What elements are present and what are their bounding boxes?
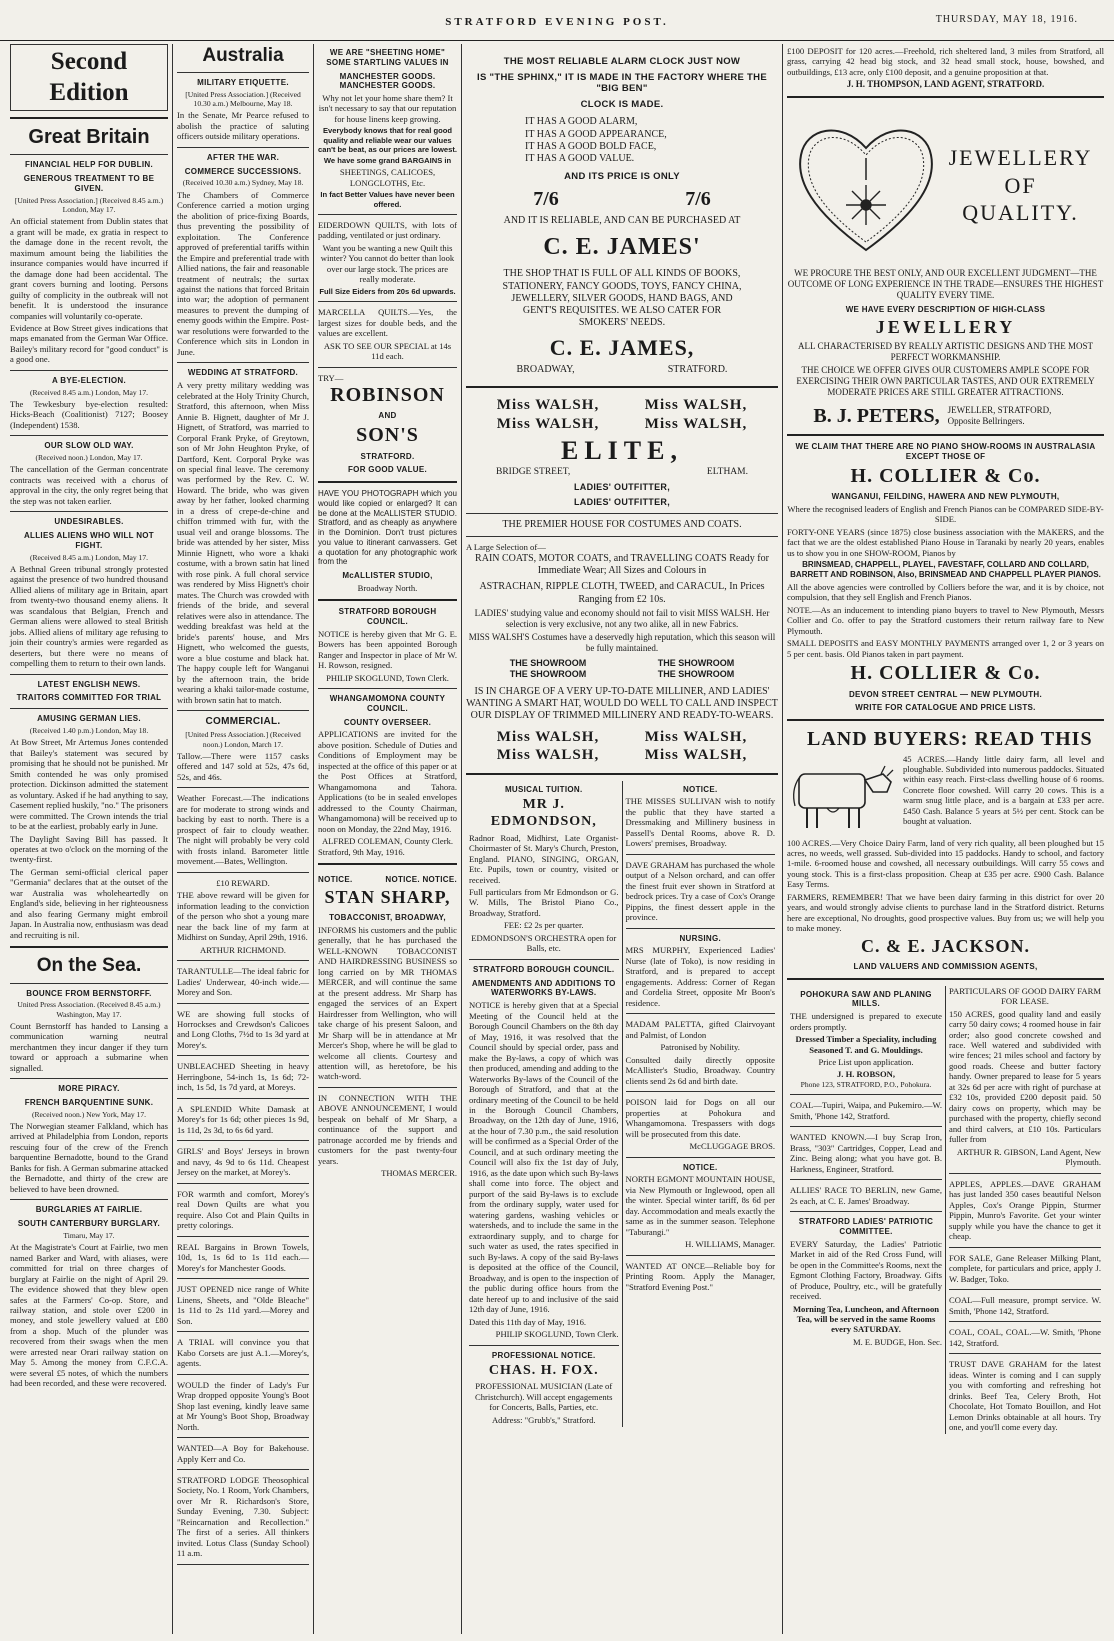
notice-heading: £10 REWARD. — [216, 877, 270, 888]
newspaper-title: STRATFORD EVENING POST. — [445, 16, 669, 28]
showroom-label: THE SHOWROOM — [657, 657, 735, 668]
article-text: The Chambers of Commerce Conference carried a motion urging the abolition of price-fixing Boards, thus preventing the possibility of exploitation. The Conference approved of preferential tariffs within the Empire and preferential trade with Allied nations, the fair and reasonable treatment of neutrals; the surtax against the nations that forced Britain into war; the adoption of permanent measures to prevent the dumping of enemy goods within the Empire. Post-war resolutions were forwarded to the Conference which sits in London in June. — [177, 189, 309, 357]
robinson-heading: SON'S — [356, 424, 419, 447]
dateline: (Received 1.40 p.m.) London, May 18. — [29, 725, 149, 735]
dateline: Timaru, May 17. — [63, 1230, 115, 1240]
subheadline: SOUTH CANTERBURY BURGLARY. — [17, 1219, 161, 1229]
ad-text: Broadway North. — [357, 582, 418, 593]
ad-subheadline: LADIES' OUTFITTER, — [573, 497, 671, 508]
walsh-name: Miss WALSH, — [496, 729, 600, 746]
notice-heading: PARTICULARS OF GOOD DAIRY FARM FOR LEASE. — [949, 985, 1101, 1007]
classified-ads — [177, 966, 309, 1565]
dateline: [United Press Association.] (Received 8.45 a.m.) London, May 17. — [14, 195, 164, 214]
headline: AFTER THE WAR. — [206, 152, 280, 162]
column-5 — [783, 44, 1108, 1634]
headline: BURGLARIES AT FAIRLIE. — [35, 1205, 143, 1215]
classified-ad: FOR warmth and comfort, Morey's real Down Quilts are what you require. Also Cot and Plain Quilts in pretty colorings. — [177, 1188, 309, 1231]
column-4 — [462, 44, 783, 1634]
ad-headline: AND ITS PRICE IS ONLY — [564, 171, 680, 183]
ad-subheadline: DEVON STREET CENTRAL — NEW PLYMOUTH. — [848, 689, 1043, 699]
ad-text: EVERY Saturday, the Ladies' Patriotic Market in aid of the Red Cross Fund, will be open in the Committee's Rooms, next the Egmont Clothing Factory, Broadway. Gifts of Produce, Poultry, etc., will be gratefully received. — [790, 1238, 942, 1302]
article-text: In the Senate, Mr Pearce refused to abolish the practice of saluting officers outside military operations. — [177, 110, 309, 142]
article-text: A very pretty military wedding was celebrated at the Holy Trinity Church, Stratford, this afternoon, when Miss Annie B. Hignett, daughter of Mr J. Hignett, of Stratford, was married to Corporal Frank Pryke, of Greytown, son of Mr John Heughton Pryke, of Dartford, Kent. Corporal Pryke was on special final leave. The ceremony was performed by the Rev. C. W. Howard. The bride, who was given away by her father, looked charming in a dress of crepe-de-chine and chiffon trimmed with fur, with the usual veil and orange blossoms. The bride was attended by her sister, Miss Minnie Hignett, who wore a khaki costume, with a brown satin hat lined with rose pink. A full choral service was rendered by Miss Hignett's choir mates. The Church was crowded with friends of the bride, and several relatives were also in attendance. The wedding breakfast was held at the bride's parents' house, and Mrs Hignett, who welcomed the guests, wore a blue costume and black hat. The happy couple left for Wanganui by the afternoon train, the bride wearing a khaki tailor-made costume, with brown satin hat to match. — [177, 380, 309, 705]
notice-text: NOTICE is hereby given that at a Special Meeting of the Council held at the Borough Council Chambers on the 8th day of May, 1916, it was resolved that the Council should by special order, pass and make the By-laws, a copy of which was then produced, amending and adding to the Waterworks By-laws of the Council of the Borough of Stratford, and that at the ordinary meeting of the Council to be held in the Borough Council Chambers, Broadway, on the 12th day of June, 1916, at the hour of 7.30 p.m., the said resolution will be confirmed as a Special Order of the Council, and at such ordinary meeting the Council will also fix the 1st day of July, 1916, as the date upon which such By-laws shall come into force. The object and purport of the said By-laws is to exclude from the ordinary supply, water used for watering gardens, washing vehicles or watersheds, and to include the same in the extraordinary supply, and to charge for such water as used, the rates specified in such By-laws. A copy of the said By-laws is deposited at the office of the Council, Broadway, and is open to the inspection of the public during office hours from the date hereof up to and inclusive of the said 12th day of June, 1916. — [469, 1000, 619, 1315]
notice-text: NOTICE is hereby given that Mr G. E. Bowers has been appointed Borough Ranger and Inspector in place of Mr W. H. Rowson, resigned. — [318, 628, 457, 671]
ad-text: BRIDGE STREET, — [496, 466, 571, 477]
column-3 — [314, 44, 462, 1634]
classified-ad: JUST OPENED nice range of White Linens, Sheets, and "Olde Bleache" 1s 11d to 2s 11d yard.—Morey and Son. — [177, 1284, 309, 1326]
notice-text: WANTED AT ONCE—Reliable boy for Printing Room. Apply the Manager, "Stratford Evening Post." — [625, 1260, 775, 1292]
headline: OUR SLOW OLD WAY. — [44, 441, 134, 451]
price-right: 7/6 — [685, 187, 711, 210]
ad-subheadline: LADIES' OUTFITTER, — [573, 482, 671, 493]
notice-heading: STRATFORD LADIES' PATRIOTIC COMMITTEE. — [798, 1217, 934, 1236]
dateline: (Received 10.30 a.m.) Sydney, May 18. — [182, 178, 304, 188]
notice-heading: STRATFORD BOROUGH COUNCIL. — [338, 607, 437, 626]
article-text: The German semi-official clerical paper "Germania" declares that at the outset of the war Australia was wholeheartedly on England's side, believing in her righteousness and also fearing Germany might embroil Japan. In Australia now, enthusiasm was dead and recruiting is nil. — [10, 866, 168, 940]
ad-text: JEWELLER, STRATFORD, Opposite Bellringers. — [947, 405, 1052, 427]
subheadline: COMMERCE SUCCESSIONS. — [184, 166, 302, 176]
notice-heading: NOTICE. NOTICE. — [385, 875, 457, 885]
ad-text: 100 ACRES.—Very Choice Dairy Farm, land of very rich quality, all been ploughed but 15 acres, no weeds, well grassed. Sub-divided into 15 paddocks. Handy to school, and factory 1-mile. 6-roomed house and cowshed, all necessary outbuildings. Will carry 55 cows and young stock. This is a first-class proposition. Cheap at £35 per acre. £900 Cash. Balance Easy Terms. — [787, 837, 1104, 890]
notice-text: MADAM PALETTA, gifted Clairvoyant and Palmist, of London — [625, 1019, 775, 1040]
dateline: [United Press Association.] (Received noon.) London, March 17. — [185, 730, 301, 749]
notice-signature: ALFRED COLEMAN, County Clerk. — [321, 836, 454, 847]
edition-banner: Second Edition — [10, 44, 168, 111]
stan-sharp-heading: STAN SHARP, — [324, 886, 451, 907]
article-text: The Tewkesbury bye-election resulted: Hicks-Beach (Coalitionist) 7127; Boosey (Independent) 1538. — [10, 398, 168, 430]
article-text: The cancellation of the German concentrate contracts was received with a chorus of approval in the city, the only regret being that the step was not taken earlier. — [10, 464, 168, 506]
ad-text: THE undersigned is prepared to execute orders promptly. — [790, 1011, 942, 1032]
ad-headline: WE ARE "SHEETING HOME" SOME STARTLING VALUES IN — [326, 48, 449, 67]
ad-text: MISS WALSH'S Costumes have a deservedly high reputation, which this season will be fully maintained. — [468, 631, 776, 653]
ad-text: In fact Better Values have never been offered. — [320, 190, 455, 209]
notice-heading: STRATFORD BOROUGH COUNCIL. — [473, 964, 615, 974]
ad-subheadline: WANGANUI, FEILDING, HAWERA AND NEW PLYMOUTH, — [831, 492, 1060, 502]
walsh-name: Miss WALSH, — [644, 415, 748, 432]
ad-text: Phone 123, STRATFORD, P.O., Pohokura. — [800, 1079, 932, 1089]
jackson-heading: C. & E. JACKSON. — [860, 935, 1030, 956]
dateline: [United Press Association.] (Received 10.30 a.m.) Melbourne, May 18. — [185, 89, 301, 109]
ad-headline: CLOCK IS MADE. — [580, 98, 664, 110]
notice-text: EDMONDSON'S ORCHESTRA open for Balls, etc. — [471, 932, 617, 954]
jewellery-heading: QUALITY. — [962, 200, 1079, 226]
walsh-banner — [466, 394, 778, 435]
notice-text: FEE: £2 2s per quarter. — [504, 920, 584, 931]
ad-text: WANTED KNOWN.—I buy Scrap Iron, Brass, "303" Cartridges, Copper, Lead and Zinc. Being along; what you have got. B. Harkness, Engineer, Stratford. — [790, 1132, 942, 1174]
notice-text: Address: "Grubb's," Stratford. — [491, 1414, 596, 1425]
ad-subheadline: WRITE FOR CATALOGUE AND PRICE LISTS. — [855, 703, 1036, 713]
cow-icon — [787, 756, 897, 836]
walsh-banner — [466, 726, 778, 767]
ads-left — [787, 986, 945, 1435]
notice-heading: PROFESSIONAL NOTICE. — [491, 1350, 596, 1360]
ad-text: Why not let your home share them? It isn't necessary to say that our reputation for house linens keep growing. — [318, 93, 457, 124]
ad-heading: MR J. EDMONDSON, — [490, 797, 597, 830]
walsh-name: Miss WALSH, — [644, 729, 748, 746]
showroom-label: THE SHOWROOM — [509, 657, 587, 668]
notice-heading: NURSING. — [679, 933, 721, 943]
ad-signature: J. H. ROBSON, — [836, 1069, 896, 1080]
ad-text: IN CONNECTION WITH THE ABOVE ANNOUNCEMENT, I would bespeak on behalf of Mr Sharp, a continuance of the support and patronage accorded me by friends and customers for the past twenty-four years. — [318, 1092, 457, 1166]
notice-text: Radnor Road, Midhirst, Late Organist-Choirmaster of St. Mary's Church, Preston, England. PIANO, SINGING, ORGAN, Etc. Pupils, town or country, visited or received. — [469, 832, 619, 885]
classified-ad: TARANTULLE—The ideal fabric for Ladies' Underwear, 40-inch wide.—Morey and Son. — [177, 966, 309, 998]
classified-ad: A SPLENDID White Damask at Morey's for 1s 6d; other pieces 1s 9d, 1s 11d, 2s 3d, to 6s 6d yard. — [177, 1103, 309, 1135]
ad-text: WE PROCURE THE BEST ONLY, AND OUR EXCELLENT JUDGMENT—THE OUTCOME OF LONG EXPERIENCE IN THE TRADE—ENSURES THE HIGHEST QUALITY EVERY TIME. — [787, 268, 1104, 301]
jewellery-heading: OF — [1004, 172, 1037, 198]
ad-text: HAVE YOU PHOTOGRAPH which you would like copied or enlarged? It can be done at the McALLISTER STUDIO. Stratford, and as cheaply as anywhere in the Dominion. Don't trust pictures you value to itinerant canvassers. Get a quotation for any photographic work from the — [318, 489, 457, 567]
dateline: (Received noon.) London, May 17. — [35, 453, 143, 463]
headline: FINANCIAL HELP FOR DUBLIN. — [25, 160, 153, 170]
notice-heading: POHOKURA SAW AND PLANING MILLS. — [800, 989, 932, 1009]
notice-text: THE MISSES SULLIVAN wish to notify the public that they have started a Dressmaking and Millinery business in Passell's Dental Rooms, above R. D. Lowers' premises, Broadway. — [625, 796, 775, 849]
ad-text: COAL, COAL, COAL.—W. Smith, 'Phone 142, Stratford. — [949, 1327, 1101, 1348]
ad-headline: IS "THE SPHINX," IT IS MADE IN THE FACTORY WHERE THE "BIG BEN" — [477, 71, 767, 95]
showroom-label: THE SHOWROOM — [657, 668, 735, 679]
collier-heading: H. COLLIER & Co. — [850, 662, 1041, 685]
ad-text: 45 ACRES.—Handy little dairy farm, all level and ploughable. Subdivided into numerous paddocks. Situated within easy reach. First-class dwelling house of 6 rooms. Concrete floor cowshed. Will carry 20 cows. This is a warm snug little place, and is a bargain at £33 per acre. £450 Cash. Balance 5 years at 5½ per cent. Stock can be bought at valuation. — [903, 753, 1104, 827]
walsh-name: Miss WALSH, — [496, 397, 600, 414]
walsh-name: Miss WALSH, — [644, 397, 748, 414]
ad-text: FOR SALE, Gane Releaser Milking Plant, complete, for particulars and price, apply J. W. Badger, Toko. — [949, 1252, 1101, 1284]
column-1 — [6, 44, 173, 1634]
issue-date: THURSDAY, MAY 18, 1916. — [935, 14, 1078, 25]
dateline: (Received noon.) New York, May 17. — [31, 1109, 147, 1119]
feature-line: IT HAS A GOOD APPEARANCE, — [525, 128, 667, 140]
subheadline: FRENCH BARQUENTINE SUNK. — [24, 1097, 154, 1107]
article-text: Tallow.—There were 1157 casks offered and 147 sold at 52s, 47s 6d, 52s, and 46s. — [177, 750, 309, 782]
section-heading: Great Britain — [28, 126, 150, 148]
ad-text: FOR GOOD VALUE. — [347, 465, 428, 475]
ad-text: ASTRACHAN, RIPPLE CLOTH, TWEED, and CARACUL, In Prices Ranging from £2 10s. — [479, 581, 765, 605]
article-text: Weather Forecast.—The indications are for moderate to strong winds and backing by east to north. There is a prospect of fair to cloudy weather. The night will probably be very cold with frosts inland. Barometer little movement.—Bates, Wellington. — [177, 793, 309, 867]
ad-text: BRINSMEAD, CHAPPELL, PLAYEL, FAVESTAFF, COLLARD AND COLLARD, BARRETT AND ROBINSON, Also, BRINSMEAD AND CHAPPELL PLAYER PIANOS. — [790, 560, 1101, 580]
classified-ad: REAL Bargains in Brown Towels, 10d, 1s, 1s 6d to 1s 11d each.—Morey's for Manchester Goods. — [177, 1241, 309, 1273]
notice-subheading: AMENDMENTS AND ADDITIONS TO WATERWORKS BY-LAWS. — [471, 978, 616, 998]
notices-left — [466, 781, 622, 1428]
notice-signature: ARTHUR RICHMOND. — [200, 944, 286, 955]
ad-text: AND — [378, 411, 397, 421]
ad-text: NOTE.—As an inducement to intending piano buyers to travel to New Plymouth, Messrs Collier and Co. offer to pay the Stratford customers their return railway fare to New Plymouth. — [787, 604, 1104, 636]
subheadline: TRAITORS COMMITTED FOR TRIAL — [16, 693, 162, 703]
ad-text: THE SHOP THAT IS FULL OF ALL KINDS OF BOOKS, STATIONERY, FANCY GOODS, TOYS, FANCY CHINA, JEWELLERY, SILVER GOODS, HAND BAGS, AND GENT'S REQUISITES. WE ALSO CATER FOR SMOKERS' NEEDS. — [502, 268, 742, 329]
dateline: United Press Association. (Received 8.45 a.m.) Washington, May 17. — [17, 1000, 161, 1019]
price-left: 7/6 — [533, 187, 559, 210]
ad-subheadline: TOBACCONIST, BROADWAY, — [329, 912, 446, 922]
ad-text: IS IN CHARGE OF A VERY UP-TO-DATE MILLINER, AND LADIES' WANTING A SMART HAT, WOULD DO WELL TO CALL AND INSPECT OUR DISPLAY OF TRIMMED MILLINERY AND READY-TO-WEARS. — [466, 685, 778, 721]
ad-text: 150 ACRES, good quality land and easily carry 50 dairy cows; 4 roomed house in fair order; also good concrete cowshed and race. Well watered and subdivided with wire fences; 21 miles school and factory by good roads. Cheese and butter factory handy. Owner prepared to lease for 5 years at 32s 6d per acre with right of purchase at £32 10s, provided £200 deposit paid. 50 dairy cows on property, which may be purchased with the property, chiefly second and third calvers, at £10 10s. Particulars fuller from — [949, 1008, 1101, 1145]
notice-signature: H. WILLIAMS, Manager. — [685, 1239, 775, 1250]
headline: A BYE-ELECTION. — [52, 375, 126, 385]
column-2 — [173, 44, 314, 1634]
walsh-name: Miss WALSH, — [644, 747, 748, 764]
collier-heading: H. COLLIER & Co. — [850, 464, 1041, 487]
headline: COMMERCIAL. — [205, 716, 281, 728]
ad-signature: ARTHUR R. GIBSON, Land Agent, New Plymouth. — [956, 1146, 1101, 1168]
elite-heading: ELITE, — [561, 436, 683, 466]
feature-line: IT HAS A GOOD VALUE. — [525, 152, 635, 164]
ad-text: We have some grand BARGAINS in — [323, 156, 452, 166]
headline: MILITARY ETIQUETTE. — [197, 78, 289, 88]
ad-text: TRUST DAVE GRAHAM for the latest ideas. Winter is coming and I can supply you with comforting and refreshing hot drinks. Beef Tea, Celery Broth, Hot Chocolate, Hot Tomato Bouillon, and Hot Lemon Drinks obtainable at all hours. Try one, and you'll come every day. — [949, 1359, 1101, 1432]
ad-text: FORTY-ONE YEARS (since 1875) close business association with the MAKERS, and the fact that we are the oldest established Piano House in Taranaki by nearly 20 years, enables us to show you in one SHOW-ROOM, Pianos by — [787, 526, 1104, 558]
walsh-name: Miss WALSH, — [496, 415, 600, 432]
notice-text: Full particulars from Mr Edmondson or G. W. Mills, The Bristol Piano Co., Broadway, Stratford. — [469, 886, 619, 918]
notice-text: PROFESSIONAL MUSICIAN (Late of Christchurch). Will accept engagements for Concerts, Balls, Parties, etc. — [475, 1381, 613, 1413]
headline: LATEST ENGLISH NEWS. — [37, 679, 141, 689]
land-buyers-heading: LAND BUYERS: READ THIS — [807, 728, 1093, 751]
walsh-name: Miss WALSH, — [496, 747, 600, 764]
ad-text: BROADWAY, — [516, 364, 575, 376]
headline: WEDDING AT STRATFORD. — [187, 368, 299, 378]
notice-signature: PHILIP SKOGLUND, Town Clerk. — [495, 1329, 619, 1340]
notice-heading: WHANGAMOMONA COUNTY COUNCIL. — [329, 694, 446, 713]
ad-text: £100 DEPOSIT for 120 acres.—Freehold, rich sheltered land, 3 miles from Stratford, all grass, carrying 42 head big stock, and 32 head small stock, house, bowshed, and outbuildings, £13 acre, only £100 deposit, and a genuine proposition at that. — [787, 46, 1104, 77]
ad-heading: CHAS. H. FOX. — [488, 1363, 599, 1379]
ad-text: Price List upon application. — [818, 1057, 914, 1067]
ad-text: Full Size Eiders from 20s 6d upwards. — [319, 286, 456, 296]
ad-text: INFORMS his customers and the public generally, that he has purchased the WELL-KNOWN TOBACCONIST AND HAIRDRESSING BUSINESS so long carried on by MR THOMAS MERCER, and will continue the same at the present address. Mr Sharp has engaged the services of an Expert Hairdresser from Wellington, who will take charge of his present Saloon, and Mr Sharp will be in attendance at Mr Mercer's Shop, where he will be glad to welcome all clients. Courtesy and attention will, as heretofore, be his watch-word. — [318, 924, 457, 1082]
ad-text: THE CHOICE WE OFFER GIVES OUR CUSTOMERS AMPLE SCOPE FOR EXERCISING THEIR OWN PARTICULAR TASTES, AND OUR EXTREMELY MODERATE PRICES ARE STILL GREATER ATTRACTIONS. — [796, 364, 1095, 397]
ad-text: MARCELLA QUILTS.—Yes, the largest sizes for double beds, and the values are excellent. — [318, 307, 457, 339]
notice-signature: PHILIP SKOGLUND, Town Clerk. — [326, 672, 449, 683]
ad-text: Dressed Timber a Speciality, including Seasoned T. and G. Mouldings. — [795, 1034, 937, 1055]
notice-signature: M. E. BUDGE, Hon. Sec. — [852, 1336, 942, 1347]
classified-ad: A TRIAL will convince you that Kabo Corsets are just A.1.—Morey's, agents. — [177, 1337, 309, 1369]
ad-text: COAL—Full measure, prompt service. W. Smith, 'Phone 142, Stratford. — [949, 1295, 1101, 1316]
ad-text: ALLIES' RACE TO BERLIN, new Game, 2s each, at C. E. James' Broadway. — [790, 1185, 942, 1206]
feature-line: IT HAS A GOOD ALARM, — [525, 116, 638, 128]
article-text: The Norwegian steamer Falkland, which has arrived at Philadelphia from London, reports rescuing four of the crew of the French barquentine Bernadotte, bound to the Grand Banks for fish. A German submarine attacked the Bernadotte, and thirty of the crew are believed to have been drowned. — [10, 1120, 168, 1194]
ad-headline: THE MOST RELIABLE ALARM CLOCK JUST NOW — [503, 56, 741, 67]
masthead — [0, 0, 1114, 41]
ad-text: Where the recognised leaders of English and French Pianos can be COMPARED SIDE-BY-SIDE. — [787, 503, 1104, 525]
notice-text: MRS MURPHY, Experienced Ladies' Nurse (late of Toko), is now residing in Stratford, and is prepared to accept engagements. Address: Corner of Regan and Cordelia Street, opposite Mr Boon's residence. — [625, 945, 775, 1008]
article-text: Count Bernstorff has handed to Lansing a communication warning neutral merchantmen they incur danger if they turn toward or approach a submarine when signalled. — [10, 1020, 168, 1073]
notice-heading: MUSICAL TUITION. — [504, 784, 583, 794]
subheadline: GENEROUS TREATMENT TO BE GIVEN. — [23, 174, 155, 193]
jewellery-heading: JEWELLERY — [875, 317, 1016, 338]
ad-text: EIDERDOWN QUILTS, with lots of padding, ventilated or just ordinary. — [318, 219, 457, 241]
article-text: An official statement from Dublin states that a grant will be made, ex gratia in respect to the damage done in the recent revolt, the maximum amount being the liabilities the insurance companies would have incurred if the damage done had been accidental. The grant covers burning and looting. Persons guilty of complicity in the outbreak will not benefit. It is understood the insurance companies will voluntarily co-operate. — [10, 216, 168, 321]
notice-text: Consulted daily directly opposite McAllister's Studio, Broadway. Country clients send 2s 6d and birth date. — [625, 1054, 775, 1086]
notice-date: Dated this 11th day of May, 1916. — [469, 1316, 587, 1327]
article-text: At the Magistrate's Court at Fairlie, two men named Barker and Ward, with aliases, were committed for trial on three charges of burglary at Fairlie on the night of April 29. The evidence showed that they blew open safes at the Farmers' Co-op. Store, and railway station, and stole over £200 in money, and stole jewellery valued at £80 from a shop. Much of the plunder was recovered from their swags when the men were arrested near Orari railway station on May 5. Among the money from C.F.C.A. were several £5 notes, of which the numbers had been recorded, and these were recovered. — [10, 1242, 168, 1389]
classified-ad: STRATFORD LODGE Theosophical Society, No. 1 Room, York Chambers, over Mr R. Richardson's Store, Sunday Evening, 7.30. Subject: "Reincarnation and Recollection." The first of a series. All thinkers invited. Lotus Class (Sunday School) 11 a.m. — [177, 1474, 309, 1559]
heart-pendant-icon — [791, 110, 941, 260]
article-text: Evidence at Bow Street gives indications that maps emanated from the German War Office. Bailey's military record for "good conduct" is a good one. — [10, 322, 168, 365]
headline: BOUNCE FROM BERNSTORFF. — [26, 988, 152, 998]
ad-text: WE HAVE EVERY DESCRIPTION OF HIGH-CLASS — [845, 305, 1046, 315]
notice-text: APPLICATIONS are invited for the above position. Schedule of Duties and Conditions of Employment may be inspected at the office of this paper or at the Post Offices at Stratford, Whangamomona and Tahora. Applications (to be in sealed envelopes addressed to the County Chairman, Whangamomona) will be received up to noon on Monday, the 22nd May, 1916. — [318, 729, 457, 834]
ad-signature: J. H. THOMPSON, LAND AGENT, STRATFORD. — [846, 79, 1045, 90]
dateline: (Received 8.45 a.m.) London, May 17. — [29, 552, 149, 562]
feature-line: IT HAS A GOOD BOLD FACE, — [525, 140, 657, 152]
ad-text: ASK TO SEE OUR SPECIAL at 14s 11d each. — [323, 340, 452, 362]
classified-ad: WE are showing full stocks of Horrockses and Crewdson's Calicoes and Long Cloths, 7½d to 1s 3d yard at Morey's. — [177, 1008, 309, 1050]
ad-text: COAL—Tupiri, Waipa, and Pukemiro.—W. Smith, 'Phone 142, Stratford. — [790, 1100, 942, 1121]
ad-text: TRY— — [318, 372, 344, 383]
ad-text: A Large Selection of— — [466, 542, 546, 553]
notice-date: Stratford, 9th May, 1916. — [318, 846, 405, 857]
notice-heading: NOTICE. — [318, 875, 353, 885]
ad-text: ALL CHARACTERISED BY REALLY ARTISTIC DESIGNS AND THE MOST PERFECT WORKMANSHIP. — [798, 341, 1093, 362]
notice-heading: NOTICE. — [682, 784, 718, 794]
ad-text: Everybody knows that for real good quality and reliable wear our values can't be beat, as our prices are lowest. — [318, 126, 457, 154]
ad-text: SHEETINGS, CALICOES, LONGCLOTHS, Etc. — [339, 167, 436, 188]
classified-ad: WOULD the finder of Lady's Fur Wrap dropped opposite Young's Boot Shop last evening, kindly leave same at Mr Young's Boot Shop, Broadway North. — [177, 1379, 309, 1432]
ad-text: STRATFORD. — [360, 451, 415, 461]
ad-text: SMALL DEPOSITS and EASY MONTHLY PAYMENTS arranged over 1, 2 or 3 years on 5 per cent. basis. Old Pianos taken in part payment. — [787, 638, 1104, 659]
jewellery-heading: JEWELLERY — [948, 145, 1093, 171]
ad-headline: WE CLAIM THAT THERE ARE NO PIANO SHOW-ROOMS IN AUSTRALASIA EXCEPT THOSE OF — [795, 442, 1096, 462]
notice-text: NORTH EGMONT MOUNTAIN HOUSE, via New Plymouth or Inglewood, open all the winter. Special winter tariff, 8s 6d per day. Accommodation and meals exactly the same as in the summer season. Telephone "Taburangi." — [625, 1174, 775, 1237]
article-text: A Bethnal Green tribunal strongly protested against the presence of two hundred thousand Allied aliens of military age in Britain, apart from twenty-two thousand enemy aliens. It was scandalous that Belgian, French and German aliens were allowed to steal British jobs. Allied aliens of military age refusing to join their country's armies were regarded as deserters, but there were no means of compelling them to return to their own lands. — [10, 563, 168, 669]
ad-subheadline: LAND VALUERS AND COMMISSION AGENTS, — [853, 961, 1038, 971]
classified-ad: WANTED—A Boy for Bakehouse. Apply Kerr and Co. — [177, 1443, 309, 1464]
notice-signature: McCLUGGAGE BROS. — [689, 1141, 775, 1152]
ad-text: THE PREMIER HOUSE FOR COSTUMES AND COATS. — [502, 519, 742, 531]
ad-text: McALLISTER STUDIO, — [342, 571, 433, 581]
notices-right — [622, 781, 779, 1428]
ad-text: All the above agencies were controlled by Colliers before the war, and it is by choice, not compulsion, that they sell English and French Pianos. — [787, 581, 1104, 603]
classified-ad: UNBLEACHED Sheeting in heavy Herringbone, 54-inch 1s, 1s 6d; 72-inch, 1s 5d, 1s 7d yard, at Moreys. — [177, 1061, 309, 1093]
headline: MORE PIRACY. — [58, 1084, 120, 1094]
ad-text: Want you be wanting a new Quilt this winter? You cannot do better than look over our large stock. The prices are really moderate. — [320, 242, 455, 285]
two-column-ads — [787, 986, 1104, 1435]
ad-text: APPLES, APPLES.—DAVE GRAHAM has just landed 350 cases beautiful Nelson Apples, Cox's Orange Pippin, Sturmer Pippin, Munro's Favorite. Get your winter supply while you have the chance to get it cheap. — [949, 1178, 1101, 1242]
article-text: At Bow Street, Mr Artemus Jones contended that Bailey's statement was secured by promising that he should not be punished. Mr Smith contended he was only promised protection. Dickinson admitted the statement as voluntary. Asked if he had anything to say, Casement replied huskily, "no." The prisoners were committed. The Crown intends the trial to be at the earliest, probably early in June. — [10, 737, 168, 832]
headline: AMUSING GERMAN LIES. — [37, 714, 141, 724]
dateline: (Received 8.45 a.m.) London, May 17. — [29, 387, 149, 397]
ad-text: Morning Tea, Luncheon, and Afternoon Tea, will be served in the same Rooms every SATURDAY. — [792, 1303, 940, 1335]
notice-heading: NOTICE. — [682, 1162, 718, 1172]
ad-text: STRATFORD. — [667, 364, 728, 376]
classified-ad: GIRLS' and Boys' Jerseys in brown and navy, 4s 9d to 6s 11d. Cheapest Jersey on the market, at Morey's. — [177, 1146, 309, 1178]
james-heading: C. E. JAMES, — [549, 335, 695, 361]
two-column-notices — [466, 781, 778, 1428]
section-heading: On the Sea. — [36, 955, 142, 977]
ad-text: FARMERS, REMEMBER! That we have been dairy farming in this district for over 20 years, and would strongly advise clients to purchase land in the Stratford district. Returns here are exceptional, No droughts, good prospective values. Buy from us; we will help you to make money. — [787, 891, 1104, 934]
subheadline: ALLIES ALIENS WHO WILL NOT FIGHT. — [23, 531, 154, 550]
notice-text: DAVE GRAHAM has purchased the whole output of a Nelson orchard, and can offer the finest fruit ever shown in Stratford at bedrock prices. Try a case of Cox's Orange Pippins, the finest dessert apple in the province. — [625, 859, 775, 923]
ad-text: LADIES' studying value and economy should not fail to visit MISS WALSH. Her selection is very exclusive, not any two alike, all in new Fabrics. — [474, 607, 770, 629]
peters-heading: B. J. PETERS, — [813, 404, 940, 427]
ad-subheadline: MANCHESTER GOODS. MANCHESTER GOODS. — [339, 71, 436, 91]
jewellery-ad-banner — [787, 104, 1104, 266]
james-heading: C. E. JAMES' — [543, 234, 701, 261]
notice-subheading: COUNTY OVERSEER. — [343, 717, 432, 727]
ad-text: AND IT IS RELIABLE, AND CAN BE PURCHASED AT — [503, 215, 741, 227]
notice-text: Patronised by Nobility. — [660, 1042, 740, 1053]
notice-signature: THOMAS MERCER. — [381, 1168, 457, 1179]
ads-right — [945, 986, 1104, 1435]
notice-text: POISON laid for Dogs on all our properties at Pohokura and Whangamomona. Trespassers with dogs will be prosecuted from this date. — [625, 1097, 775, 1139]
robinson-heading: ROBINSON — [330, 383, 445, 406]
showroom-label: THE SHOWROOM — [509, 668, 587, 679]
notice-text: THE above reward will be given for information leading to the conviction of the person who shot a young mare near the back line of my farm at Midhirst on Sunday, April 29th, 1916. — [177, 890, 309, 943]
ad-text: RAIN COATS, MOTOR COATS, and TRAVELLING COATS Ready for Immediate Wear; All Sizes and Colours in — [475, 552, 769, 577]
article-text: The Daylight Saving Bill has passed. It operates at two o'clock on the morning of the twenty-first. — [10, 833, 168, 865]
clock-features — [470, 116, 774, 165]
ad-text: ELTHAM. — [706, 466, 748, 477]
section-heading: Australia — [202, 45, 284, 66]
headline: UNDESIRABLES. — [54, 517, 124, 527]
